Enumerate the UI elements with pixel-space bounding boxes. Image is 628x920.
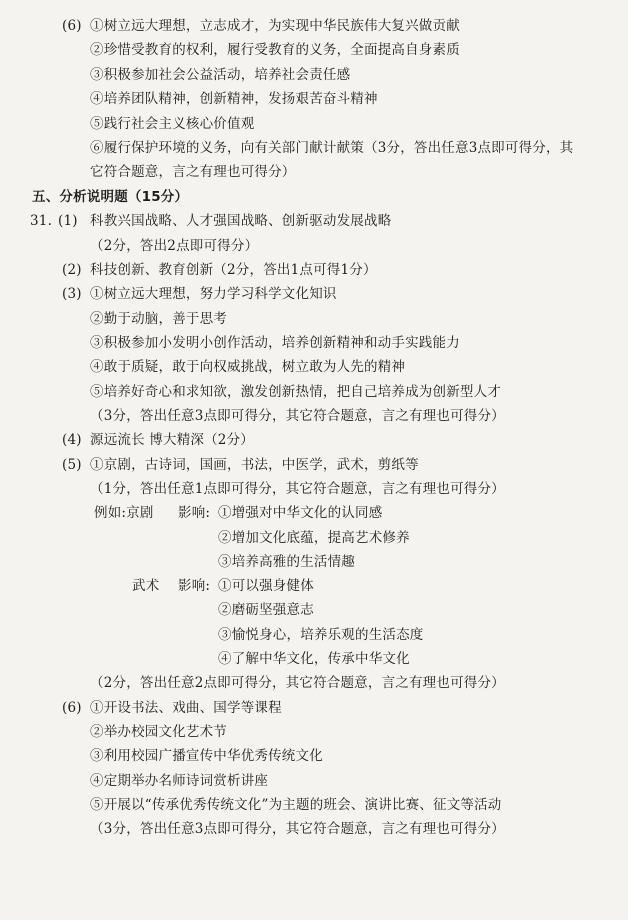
q31-sub2-text: 科技创新、教育创新（2分，答出1点可得1分） xyxy=(90,262,377,278)
q31-sub4-label: (4) xyxy=(62,432,82,448)
q31-sub6-item-3: ③利用校园广播宣传中华优秀传统文化 xyxy=(90,748,323,764)
section-heading: 五、分析说明题（15分） xyxy=(32,189,189,205)
q31-sub3-item-3: ③积极参加小发明小创作活动，培养创新精神和动手实践能力 xyxy=(90,335,460,351)
q6-item-2: ②珍惜受教育的权利，履行受教育的义务，全面提高自身素质 xyxy=(90,42,460,58)
q6-item-6: ⑥履行保护环境的义务，向有关部门献计献策（3分，答出任意3点即可得分，其 xyxy=(90,140,574,156)
q31-sub6-item-5: ⑤开展以“传承优秀传统文化”为主题的班会、演讲比赛、征文等活动 xyxy=(90,797,502,813)
q6-item-6-cont: 它符合题意，言之有理也可得分） xyxy=(90,164,296,180)
q31-sub2-label: (2) xyxy=(62,262,82,278)
wushu-effect-1: ①可以强身健体 xyxy=(218,578,314,594)
q31-sub6-note: （3分，答出任意3点即可得分，其它符合题意，言之有理也可得分） xyxy=(90,821,505,837)
q31-sub6-item-1: ①开设书法、戏曲、国学等课程 xyxy=(90,700,282,716)
wushu-influence-label: 影响: xyxy=(178,578,211,594)
q31-sub1-note: （2分，答出2点即可得分） xyxy=(90,238,259,254)
jingju-effect-1: ①增强对中华文化的认同感 xyxy=(218,505,383,521)
q31-number: 31. xyxy=(30,213,53,229)
q31-sub3-item-2: ②勤于动脑，善于思考 xyxy=(90,311,227,327)
q31-sub6-item-2: ②举办校园文化艺术节 xyxy=(90,724,227,740)
wushu-effect-3: ③愉悦身心，培养乐观的生活态度 xyxy=(218,627,424,643)
jingju-effect-2: ②增加文化底蕴，提高艺术修养 xyxy=(218,530,410,546)
q6-item-4: ④培养团队精神，创新精神，发扬艰苦奋斗精神 xyxy=(90,91,378,107)
q31-sub6-label: (6) xyxy=(62,700,82,716)
q6-item-3: ③积极参加社会公益活动，培养社会责任感 xyxy=(90,67,351,83)
q31-sub5-text: ①京剧，古诗词，国画，书法，中医学，武术，剪纸等 xyxy=(90,457,419,473)
jingju-effect-3: ③培养高雅的生活情趣 xyxy=(218,554,355,570)
q31-sub5-note: （1分，答出任意1点即可得分，其它符合题意，言之有理也可得分） xyxy=(90,481,505,497)
wushu-effect-2: ②磨砺坚强意志 xyxy=(218,602,314,618)
q31-sub3-item-1: ①树立远大理想，努力学习科学文化知识 xyxy=(90,286,337,302)
q31-sub4-text: 源远流长 博大精深（2分） xyxy=(90,432,254,448)
q31-sub6-item-4: ④定期举办名师诗词赏析讲座 xyxy=(90,773,269,789)
q31-sub3-item-4: ④敢于质疑，敢于向权威挑战，树立敢为人先的精神 xyxy=(90,359,406,375)
q31-sub5-label: (5) xyxy=(62,457,82,473)
q31-sub1-text: 科教兴国战略、人才强国战略、创新驱动发展战略 xyxy=(90,213,392,229)
q31-sub3-label: (3) xyxy=(62,286,82,302)
q31-sub3-note: （3分，答出任意3点即可得分，其它符合题意，言之有理也可得分） xyxy=(90,408,505,424)
wushu-effect-4: ④了解中华文化，传承中华文化 xyxy=(218,651,410,667)
jingju-influence-label: 影响: xyxy=(178,505,211,521)
q31-sub3-item-5: ⑤培养好奇心和求知欲，激发创新热情，把自己培养成为创新型人才 xyxy=(90,384,501,400)
q6-item-5: ⑤践行社会主义核心价值观 xyxy=(90,116,255,132)
wushu-label: 武术 xyxy=(132,578,160,594)
q6-item-1: ①树立远大理想，立志成才，为实现中华民族伟大复兴做贡献 xyxy=(90,18,460,34)
q31-sub5-note2: （2分，答出任意2点即可得分，其它符合题意，言之有理也可得分） xyxy=(90,675,505,691)
example-prefix: 例如:京剧 xyxy=(94,505,154,521)
q6-label: (6) xyxy=(62,18,82,34)
q31-sub1-label: (1) xyxy=(58,213,78,229)
